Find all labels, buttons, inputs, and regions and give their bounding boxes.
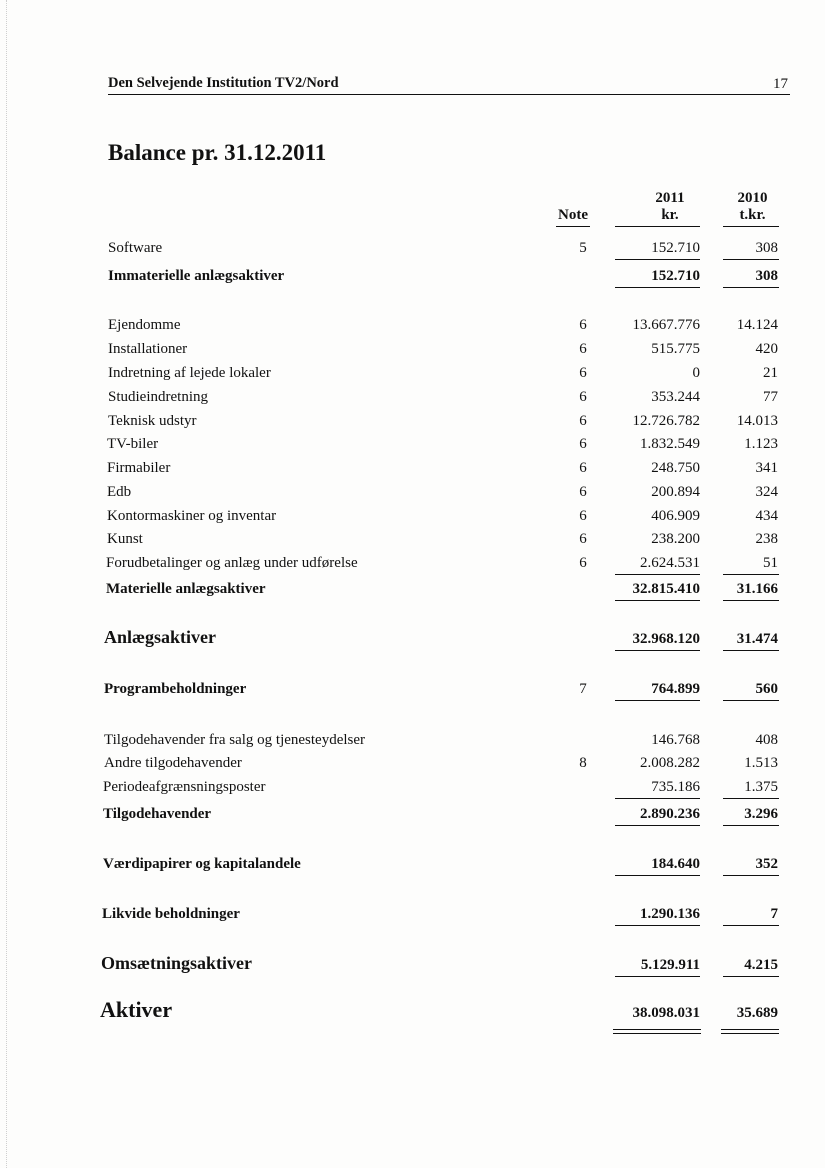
value-2010: 434 — [755, 508, 778, 524]
value-2010: 352 — [755, 856, 778, 872]
sum-rule — [723, 574, 779, 575]
row-label: Edb — [107, 484, 132, 500]
column-note-header: Note — [558, 207, 588, 223]
value-2011: 152.710 — [651, 240, 700, 256]
value-2010: 308 — [755, 240, 778, 256]
value-2010: 31.474 — [736, 631, 778, 647]
header-rule — [108, 94, 790, 95]
sum-rule — [723, 650, 779, 651]
current-header-underline — [615, 226, 700, 227]
sum-rule — [723, 287, 779, 288]
value-2010: 14.013 — [736, 413, 778, 429]
value-2010: 14.124 — [736, 317, 778, 333]
row-note: 6 — [579, 508, 587, 524]
row-note: 8 — [579, 755, 587, 771]
row-note: 5 — [579, 240, 587, 256]
row-label: TV-biler — [107, 436, 159, 452]
row-label: Teknisk udstyr — [108, 413, 197, 429]
value-2010: 1.375 — [744, 779, 778, 795]
double-rule — [613, 1029, 701, 1030]
page-number: 17 — [773, 76, 788, 92]
sum-rule — [615, 650, 700, 651]
value-2010: 324 — [755, 484, 778, 500]
value-2010: 35.689 — [736, 1005, 778, 1021]
value-2011: 1.832.549 — [640, 436, 700, 452]
row-label: Kontormaskiner og inventar — [107, 508, 277, 524]
sum-rule — [723, 798, 779, 799]
value-2011: 13.667.776 — [632, 317, 700, 333]
value-2011: 2.008.282 — [640, 755, 700, 771]
row-label: Ejendomme — [108, 317, 181, 333]
row-label: Studieindretning — [108, 389, 208, 405]
row-note: 6 — [579, 484, 587, 500]
row-label: Periodeafgrænsningsposter — [103, 779, 266, 795]
column-unit-current: kr. — [661, 207, 679, 223]
value-2010: 420 — [755, 341, 778, 357]
value-2010: 7 — [770, 906, 778, 922]
sum-rule — [615, 976, 700, 977]
row-note: 6 — [579, 365, 587, 381]
value-2011: 184.640 — [651, 856, 700, 872]
sum-rule — [723, 976, 779, 977]
row-note: 6 — [579, 317, 587, 333]
sum-rule — [723, 600, 779, 601]
sum-rule — [723, 875, 779, 876]
value-2011: 238.200 — [651, 531, 700, 547]
value-2011: 0 — [692, 365, 700, 381]
column-unit-prior: t.kr. — [739, 207, 766, 223]
row-label: Materielle anlægsaktiver — [106, 581, 266, 597]
sum-rule — [615, 600, 700, 601]
value-2010: 341 — [755, 460, 778, 476]
sum-rule — [723, 825, 779, 826]
value-2010: 408 — [755, 732, 778, 748]
row-label: Aktiver — [100, 997, 173, 1022]
row-label: Immaterielle anlægsaktiver — [108, 268, 285, 284]
row-note: 6 — [579, 531, 587, 547]
row-note: 6 — [579, 460, 587, 476]
value-2011: 515.775 — [651, 341, 700, 357]
value-2011: 2.624.531 — [640, 555, 700, 571]
row-label: Programbeholdninger — [104, 681, 247, 697]
value-2011: 406.909 — [651, 508, 700, 524]
row-label: Indretning af lejede lokaler — [108, 365, 271, 381]
double-rule — [721, 1033, 779, 1034]
double-rule — [721, 1029, 779, 1030]
row-label: Anlægsaktiver — [104, 627, 216, 647]
row-label: Værdipapirer og kapitalandele — [103, 856, 301, 872]
value-2011: 32.815.410 — [632, 581, 700, 597]
value-2011: 146.768 — [651, 732, 700, 748]
row-note: 6 — [579, 389, 587, 405]
row-note: 6 — [579, 413, 587, 429]
row-label: Installationer — [108, 341, 188, 357]
row-label: Tilgodehavender fra salg og tjenesteydelser — [104, 732, 366, 748]
value-2010: 560 — [755, 681, 778, 697]
row-label: Firmabiler — [107, 460, 171, 476]
value-2011: 32.968.120 — [632, 631, 700, 647]
sum-rule — [723, 259, 779, 260]
value-2010: 1.123 — [744, 436, 778, 452]
column-year-prior: 2010 — [737, 190, 768, 206]
value-2010: 4.215 — [744, 957, 778, 973]
note-header-underline — [556, 226, 590, 227]
value-2011: 1.290.136 — [640, 906, 700, 922]
row-label: Tilgodehavender — [103, 806, 212, 822]
value-2011: 353.244 — [651, 389, 700, 405]
value-2010: 21 — [763, 365, 778, 381]
sum-rule — [723, 700, 779, 701]
row-note: 6 — [579, 341, 587, 357]
document-header-title: Den Selvejende Institution TV2/Nord — [108, 75, 339, 91]
sum-rule — [615, 700, 700, 701]
value-2011: 2.890.236 — [640, 806, 700, 822]
value-2011: 38.098.031 — [632, 1005, 700, 1021]
sum-rule — [723, 925, 779, 926]
row-label: Kunst — [107, 531, 143, 547]
row-note: 6 — [579, 555, 587, 571]
row-label: Likvide beholdninger — [102, 906, 240, 922]
row-note: 7 — [579, 681, 587, 697]
column-year-current: 2011 — [655, 190, 685, 206]
row-label: Omsætningsaktiver — [101, 953, 253, 973]
value-2010: 3.296 — [744, 806, 778, 822]
row-label: Andre tilgodehavender — [104, 755, 242, 771]
page-title: Balance pr. 31.12.2011 — [108, 140, 327, 165]
value-2011: 735.186 — [651, 779, 700, 795]
value-2010: 51 — [763, 555, 778, 571]
value-2011: 152.710 — [651, 268, 700, 284]
sum-rule — [615, 259, 700, 260]
value-2011: 200.894 — [651, 484, 700, 500]
sum-rule — [615, 287, 700, 288]
value-2010: 308 — [755, 268, 778, 284]
sum-rule — [615, 825, 700, 826]
value-2011: 764.899 — [651, 681, 700, 697]
value-2011: 5.129.911 — [640, 957, 700, 973]
sum-rule — [615, 875, 700, 876]
value-2010: 238 — [755, 531, 778, 547]
sum-rule — [615, 574, 700, 575]
value-2010: 77 — [763, 389, 778, 405]
value-2010: 1.513 — [744, 755, 778, 771]
double-rule — [613, 1033, 701, 1034]
prior-header-underline — [723, 226, 779, 227]
sum-rule — [615, 925, 700, 926]
row-label: Forudbetalinger og anlæg under udførelse — [106, 555, 358, 571]
sum-rule — [615, 798, 700, 799]
row-note: 6 — [579, 436, 587, 452]
value-2011: 248.750 — [651, 460, 700, 476]
value-2010: 31.166 — [736, 581, 778, 597]
value-2011: 12.726.782 — [632, 413, 700, 429]
row-label: Software — [108, 240, 163, 256]
